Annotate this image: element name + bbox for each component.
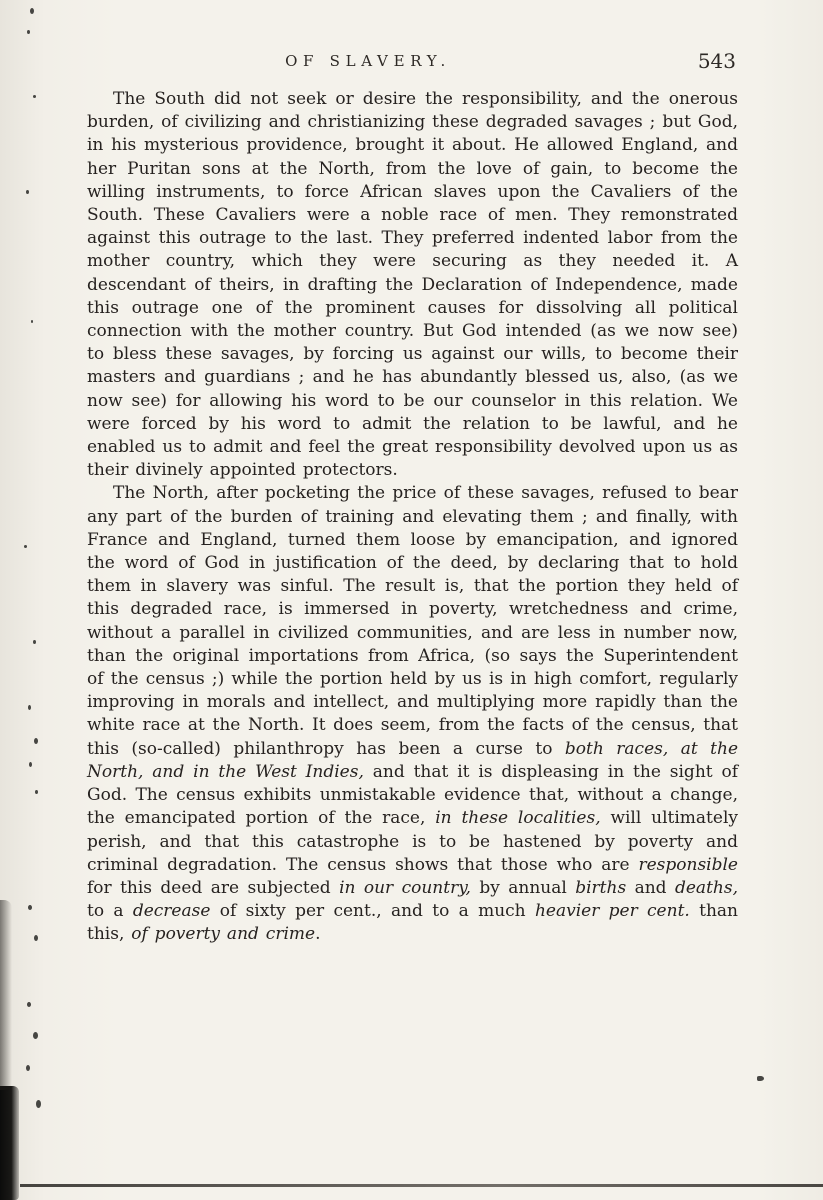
text-run: than this, [87,901,738,945]
text-run: by annual [470,877,576,898]
scan-speck [29,762,32,767]
paragraph [87,88,738,482]
scan-speck [26,1065,30,1071]
page-header [88,49,738,78]
scan-artifact-left-shadow [0,900,12,1090]
italic-text-run: decrease [132,901,211,922]
scan-speck [27,30,30,34]
text-run: for this deed are subjected [87,877,340,898]
scan-speck [31,320,33,323]
scan-artifact-corner-blob [0,1086,19,1200]
italic-text-run: heavier per cent. [534,901,690,922]
text-run: will ultimately perish, and that this catastrophe is to be hastened by poverty and criminal degradation. The census shows that those who are [87,808,738,875]
italic-text-run: of poverty and crime [131,924,316,945]
italic-text-run: responsible [638,854,738,875]
text-run: The South did not seek or desire the responsibility, and the onerous burden, of civilizing and christianizing these degraded savages ; but God, in his mysterious providence, brought it about. He allowed England, and her Puritan sons at the North, from the love of gain, to become the willing instruments, to force African slaves upon the Cavaliers of the South. These Cavaliers were a noble race of men. They remonstrated against this outrage to the last. They preferred indented labor from the mother country, which they were securing as they needed it. A descendant of theirs, in drafting the Declaration of Independence, made this outrage one of the prominent causes for dissolving all political connection with the mother country. But God intended (as we now see) to bless these savages, by forcing us against our wills, to become their masters and guardians ; and he has abundantly blessed us, also, (as we now see) for allowing his word to be our counselor in this relation. We were forced by his word to admit the relation to be lawful, and he enabled us to admit and feel the great responsibility devolved upon us as their divinely appointed protectors. [87,89,738,481]
scan-speck [24,545,27,548]
scan-speck [33,1032,38,1039]
scan-speck [757,1076,764,1081]
italic-text-run: in these localities, [435,808,601,829]
italic-text-run: in our country, [339,877,471,898]
text-run: and that it is displeasing in the sight of God. The census exhibits unmistakable evidence that, without a change, the emancipated portion of the race, [87,761,738,829]
scan-speck [27,1002,31,1007]
running-header-title: OF SLAVERY. [285,52,451,70]
scan-speck [30,8,34,14]
scan-speck [36,1100,41,1108]
italic-text-run: births [575,877,627,898]
scan-speck [35,790,38,794]
scan-speck [33,640,36,644]
page-body [87,88,738,947]
scan-speck [28,705,31,710]
text-run: The North, after pocketing the price of these savages, refused to bear any part of the burden of training and elevating them ; and finally, with France and England, turned them loose by emancipation, and ignored the word of God in justification of the deed, by declaring that to hold them in slavery was sinful. The result is, that the portion they held of this degraded race, is immersed in poverty, wretchedness and crime, without a parallel in civilized communities, and are less in number now, than the original importations from Africa, (so says the Superintendent of the census ;) while the portion held by us is in high comfort, regularly improving in morals and intellect, and multiplying more rapidly than the white race at the North. It does seem, from the facts of the census, that this (so-called) philanthropy has been a curse to [87,483,738,759]
scan-artifact-bottom-edge [20,1184,823,1187]
paragraph [87,482,738,946]
italic-text-run: deaths, [674,877,738,898]
italic-text-run: both races, at the North, and in the West Indies, [87,738,739,782]
scan-speck [28,905,32,910]
scan-speck [34,738,38,744]
scan-speck [34,935,38,941]
text-run: of sixty per cent., and to a much [210,901,535,922]
text-run: and [626,877,675,898]
scan-speck [33,95,36,98]
page-number: 543 [697,49,736,73]
text-run: . [315,924,321,945]
text-run: to a [87,901,133,922]
scan-speck [26,190,29,194]
